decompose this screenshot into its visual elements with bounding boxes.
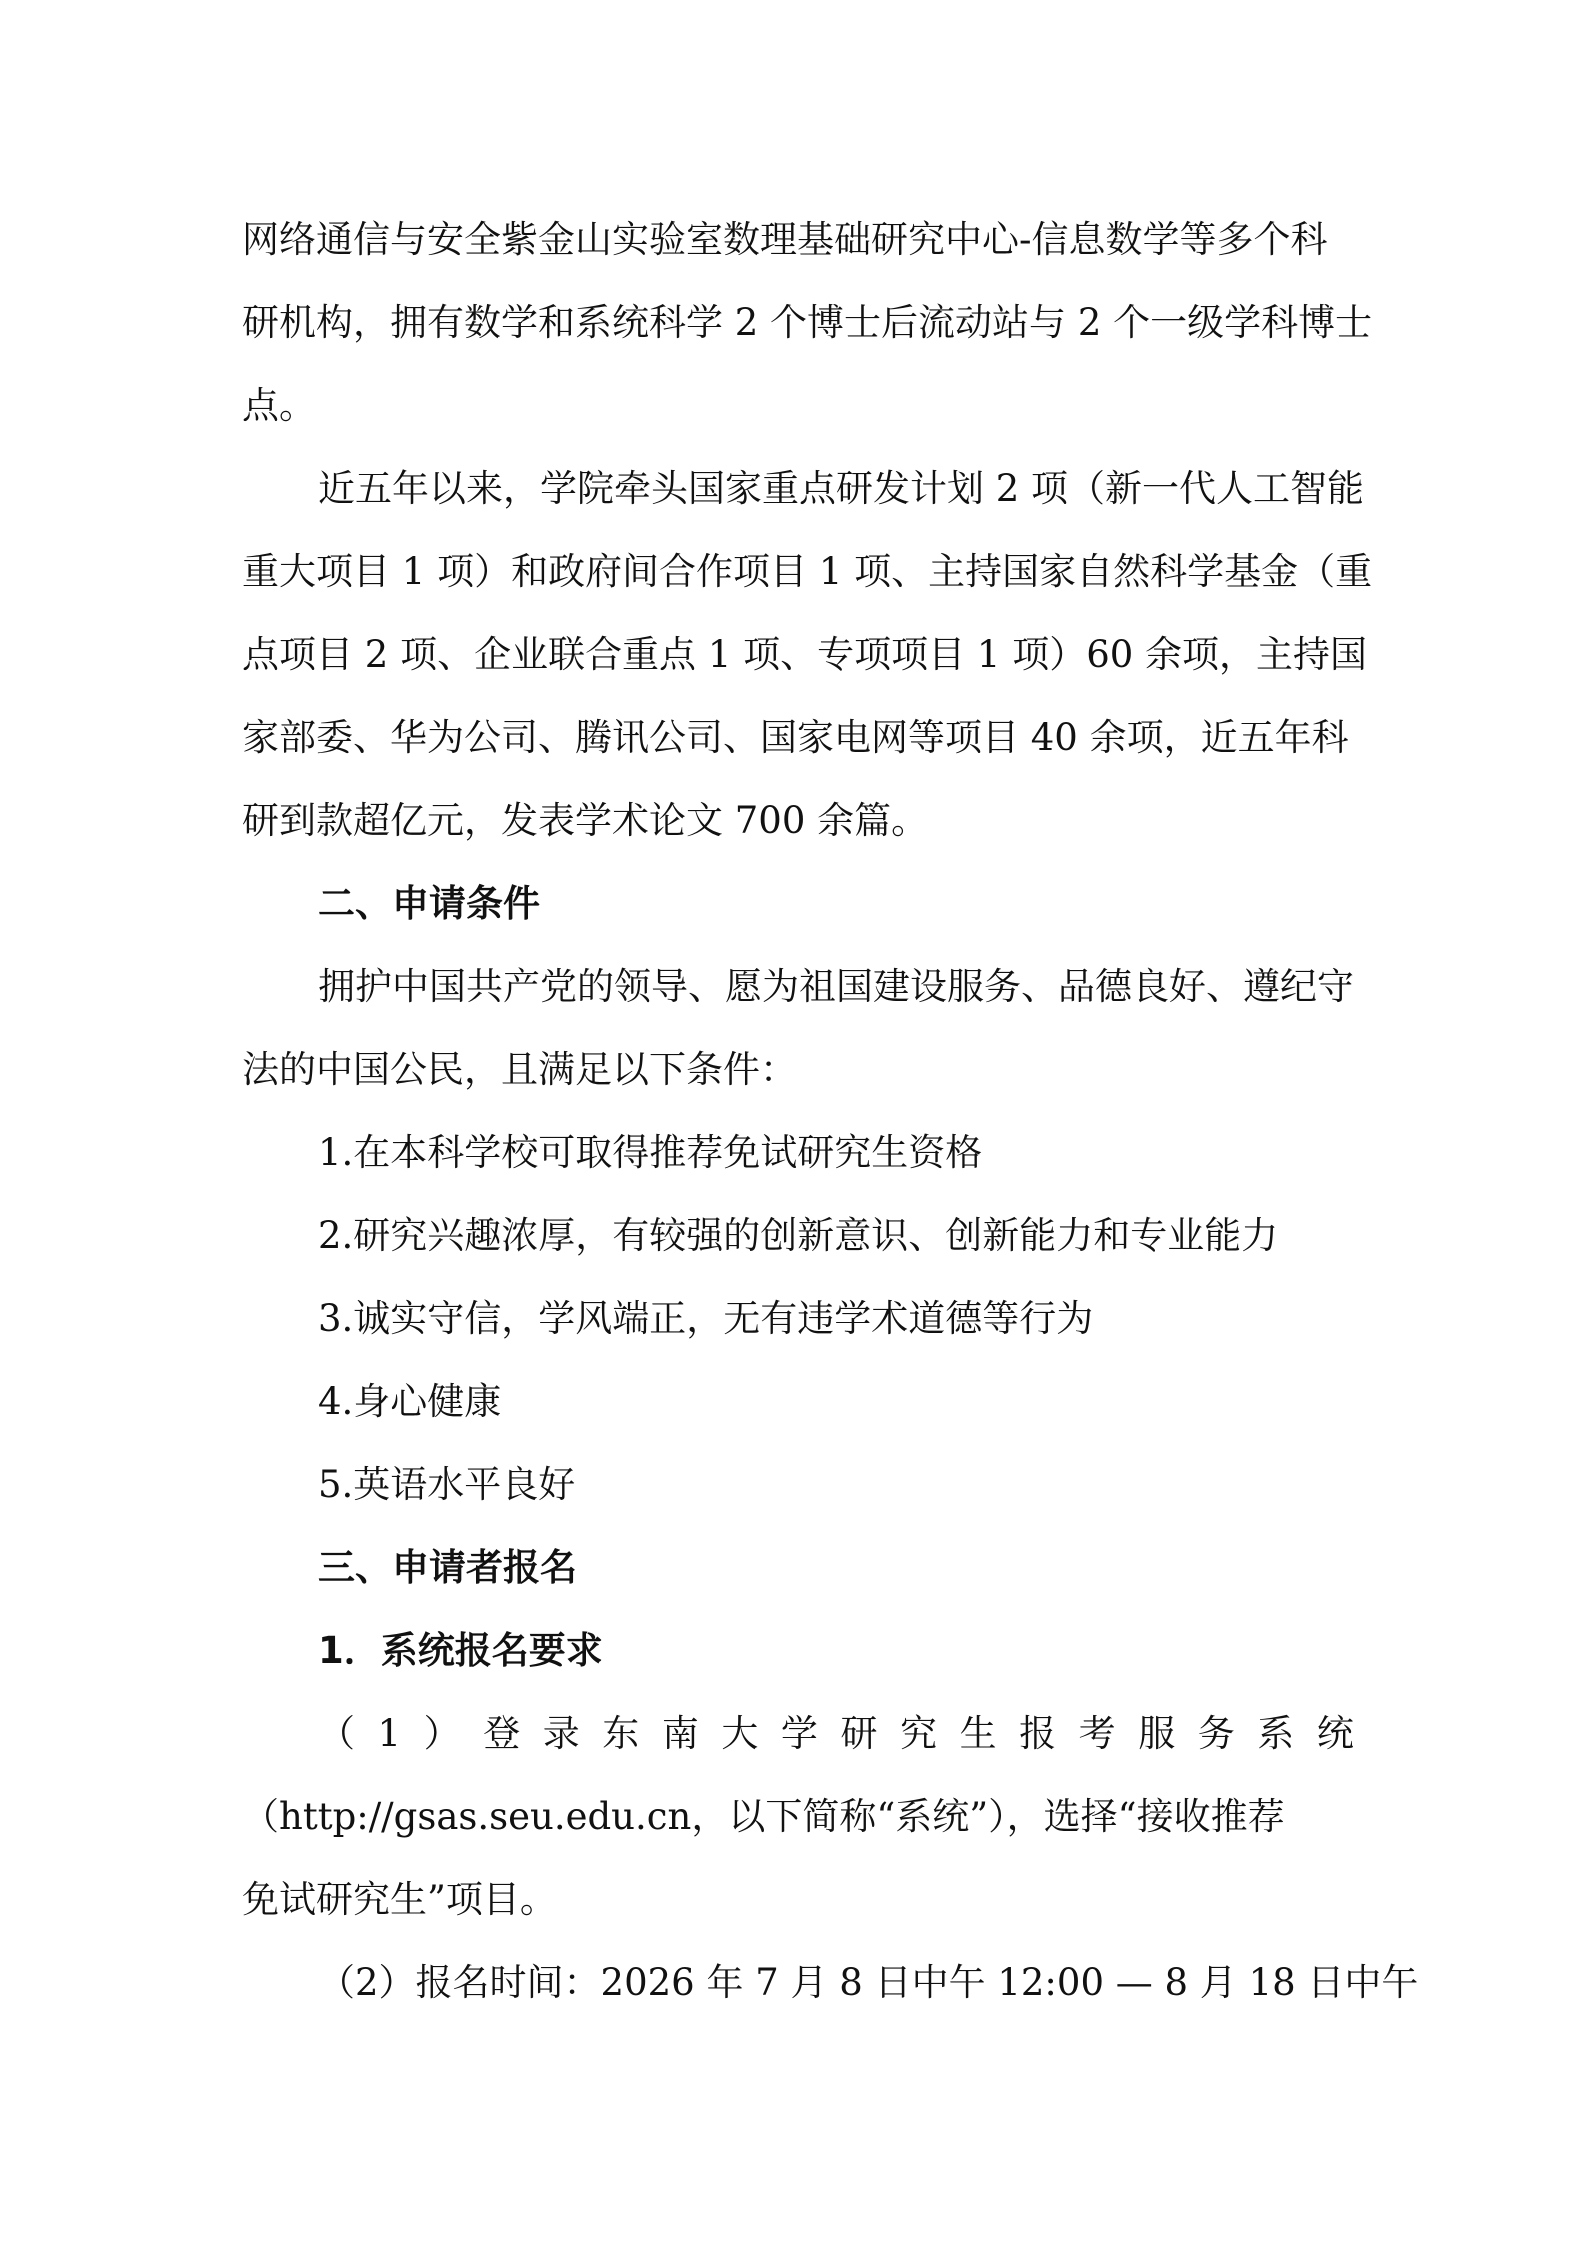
- justified-char: ）: [423, 1712, 461, 1755]
- justified-char: 大: [721, 1712, 759, 1755]
- condition-item: 3.诚实守信，学风端正，无有违学术道德等行为: [318, 1297, 1094, 1340]
- condition-item: 2.研究兴趣浓厚，有较强的创新意识、创新能力和专业能力: [318, 1214, 1279, 1257]
- justified-char: 登: [483, 1712, 521, 1755]
- conditions-paragraph-line: 法的中国公民，且满足以下条件：: [242, 1048, 797, 1091]
- research-paragraph-line: 家部委、华为公司、腾讯公司、国家电网等项目 40 余项，近五年科: [242, 716, 1349, 759]
- registration-system-url-line: （http://gsas.seu.edu.cn，以下简称“系统”），选择“接收推荐: [242, 1795, 1285, 1838]
- justified-char: 考: [1078, 1712, 1116, 1755]
- document-body: [242, 198, 1419, 2024]
- justified-char: 生: [959, 1712, 997, 1755]
- section-heading-registration: 三、申请者报名: [318, 1546, 577, 1589]
- research-paragraph-line: 重大项目 1 项）和政府间合作项目 1 项、主持国家自然科学基金（重: [242, 550, 1373, 593]
- research-paragraph-line: 点项目 2 项、企业联合重点 1 项、专项项目 1 项）60 余项，主持国: [242, 633, 1368, 676]
- registration-time-line: （2）报名时间：2026 年 7 月 8 日中午 12:00 — 8 月 18 日中午: [318, 1961, 1419, 2004]
- justified-char: （: [318, 1712, 355, 1755]
- condition-item: 5.英语水平良好: [318, 1463, 576, 1506]
- intro-paragraph-line: 研机构，拥有数学和系统科学 2 个博士后流动站与 2 个一级学科博士: [242, 301, 1373, 344]
- justified-char: 报: [1019, 1712, 1057, 1755]
- justified-char: 统: [1316, 1712, 1354, 1755]
- research-paragraph-line: 近五年以来，学院牵头国家重点研发计划 2 项（新一代人工智能: [318, 467, 1365, 510]
- justified-char: 录: [542, 1712, 580, 1755]
- condition-item: 4.身心健康: [318, 1380, 502, 1423]
- justified-char: 究: [900, 1712, 938, 1755]
- subsection-heading-system-registration: 1．系统报名要求: [318, 1629, 603, 1672]
- intro-paragraph-line: 网络通信与安全紫金山实验室数理基础研究中心-信息数学等多个科: [242, 218, 1328, 261]
- justified-char: 研: [840, 1712, 878, 1755]
- section-heading-conditions: 二、申请条件: [318, 882, 540, 925]
- justified-char: 系: [1257, 1712, 1295, 1755]
- intro-paragraph-line: 点。: [242, 384, 316, 427]
- research-paragraph-line: 研到款超亿元，发表学术论文 700 余篇。: [242, 799, 929, 842]
- conditions-paragraph-line: 拥护中国共产党的领导、愿为祖国建设服务、品德良好、遵纪守: [318, 965, 1354, 1008]
- justified-char: 南: [661, 1712, 699, 1755]
- condition-item: 1.在本科学校可取得推荐免试研究生资格: [318, 1131, 983, 1174]
- justified-char: 学: [780, 1712, 818, 1755]
- justified-char: 1: [377, 1712, 402, 1755]
- justified-char: 务: [1197, 1712, 1235, 1755]
- registration-system-line: 免试研究生”项目。: [242, 1878, 557, 1921]
- justified-char: 服: [1138, 1712, 1176, 1755]
- registration-system-line: [242, 1692, 1354, 1775]
- justified-char: 东: [602, 1712, 640, 1755]
